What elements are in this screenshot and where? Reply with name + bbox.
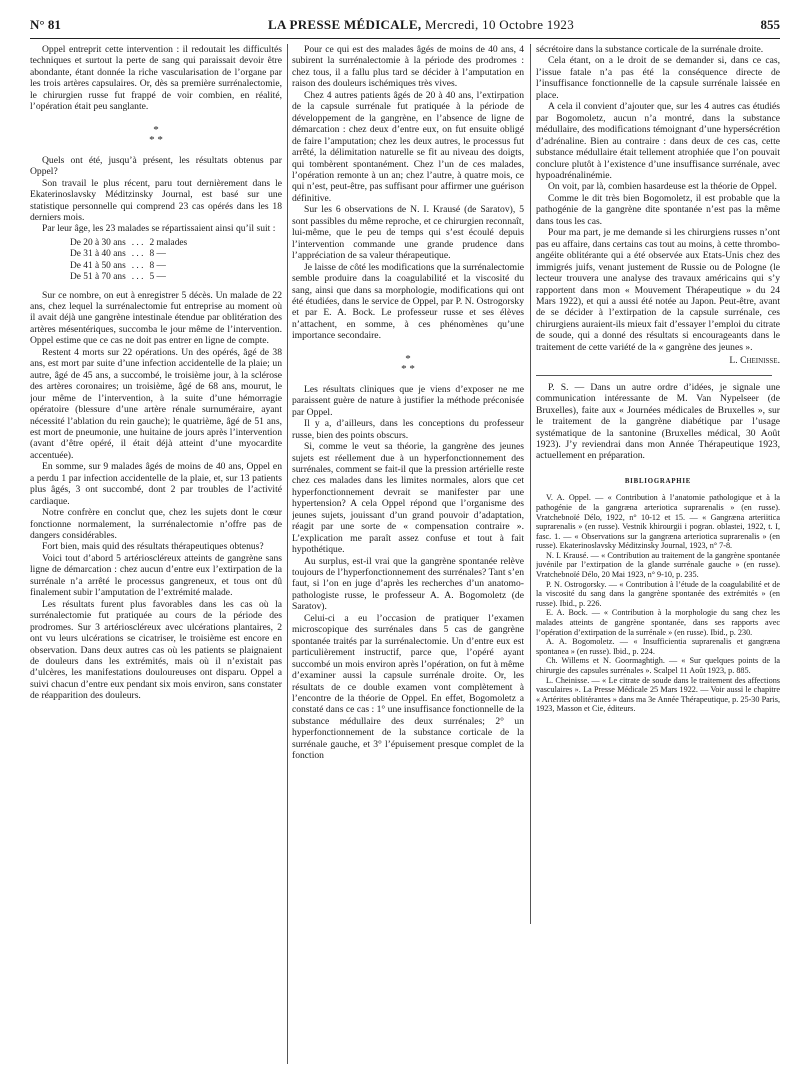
paragraph: En somme, sur 9 malades âgés de moins de 40 ans, Oppel en a perdu 1 par infection accidentelle de la plaie, et, sur 13 patients plus âgés, 3 ont succombé, dont 2 par troubles de l’activité cardiaque. [30, 461, 282, 507]
paragraph: Chez 4 autres patients âgés de 20 à 40 ans, l’extirpation de la capsule surrénale fut pratiquée à la période de développement de la gangrène, en l’absence de ligne de démarcation : chez deux d’entre eux, on fut ensuite obligé de faire l’amputation; chez les deux autres, le processus fut arrêté, la délimitation naturelle se fit au niveau des doigts, qui tombèrent spontanément. Chez l’un de ces malades, l’opération remonte à un an; chez l’autre, à quatre mois, ce qui n’est, peut-être, pas suffisant pour affirmer une guérison définitive. [292, 89, 524, 204]
bibliography [536, 493, 780, 714]
paragraph: Notre confrère en conclut que, chez les sujets dont le cœur fonctionne normalement, la surrénalectomie n’offre pas de dangers considérables. [30, 507, 282, 542]
paragraph: Son travail le plus récent, paru tout dernièrement dans le Ekaterinoslavsky Méditzinsky Journal, est basé sur une statistique personnelle qui comprend 23 cas opérés dans les 18 derniers mois. [30, 177, 282, 223]
paragraph: Les résultats cliniques que je viens d’exposer ne me paraissent guère de nature à justifier la méthode préconisée par Oppel. [292, 383, 524, 418]
header-rule [30, 38, 780, 39]
bibliography-entry: P. N. Ostrogorsky. — « Contribution à l’étude de la coagulabilité et de la viscosité du sang dans la gangrène spontanée des extrémités » (en russe). Ibid., p. 226. [536, 579, 780, 608]
page-header [30, 17, 780, 35]
paragraph: sécrétoire dans la substance corticale de la surrénale droite. [536, 44, 764, 55]
paragraph: Les résultats furent plus favorables dans les cas où la surrénalectomie fut pratiquée au cours de la période des prodromes. Sur 3 artérioscléreux avec ulcérations plantaires, 2 ont vu leurs ulcérations se cicatriser, le troisième est encore en observation. Dans deux autres cas où les patients se plaignaient de douleurs dans les extrémités, mais où il n’existait pas d’ulcères, les manifestations douloureuses ont disparu. Oppel a suivi chacun d’entre eux pendant six mois environ, sans constater de réapparition des douleurs. [30, 598, 282, 702]
table-row: De 31 à 40 ans . . . 8 — [70, 249, 166, 260]
paragraph: Sur les 6 observations de N. I. Krausé (de Saratov), 5 sont passibles du même reproche, et ce chirurgien reconnaît, lui-même, que le peu de temps qui s’est écoulé depuis l’intervention commande une grande prudence dans l’appréciation de sa valeur thérapeutique. [292, 204, 524, 262]
table-row: De 20 à 30 ans . . . 2 malades [70, 237, 188, 248]
postscript: P. S. — Dans un autre ordre d’idées, je signale une communication intéressante de M. Van Nypelseer (de Bruxelles), faite aux « Journées médicales de Bruxelles », sur le traitement de la gangrène diabétique par l’usage systématique de la santonine (Bruxelles médical, 30 Août 1923). J’y reviendrai dans mon Année Thérapeutique 1923, actuellement en préparation. [536, 381, 780, 462]
paragraph: Pour ma part, je me demande si les chirurgiens russes n’ont pas eu affaire, dans certains cas tout au moins, à cette thrombo-angéite oblitérante qui a été observée aux Etats-Unis chez des immigrés juifs, venant justement de Russie ou de Pologne (le lecteur trouvera une analyse des travaux américains qui s’y rapportent dans mon « Mouvement Thérapeutique » du 24 Mars 1922), et qui a aussi été notée au Japon. Peut-être, avant de se décider à l’extirpation de la capsule surrénale, ces chirurgiens auraient-ils mieux fait d’essayer l’emploi du citrate de soude, qui a donné des résultats si encourageants dans le traitement de cette variété de la « gangrène des jeunes ». [536, 227, 780, 353]
paragraph: Fort bien, mais quid des résultats thérapeutiques obtenus? [42, 541, 264, 553]
paragraph: On voit, par là, combien hasardeuse est la théorie de Oppel. [548, 181, 777, 193]
bibliography-entry: N. I. Krausé. — « Contribution au traitement de la gangrène spontanée juvénile par l’extirpation de la glande surrénale gauche » (en russe). Vratchebnoïé Délo, 20 Mai 1923, n° 9-10, p. 235. [536, 550, 780, 580]
bibliography-heading: BIBLIOGRAPHIE [624, 477, 692, 485]
journal-name: LA PRESSE MÉDICALE, [268, 17, 422, 32]
bibliography-entry: A. A. Bogomoletz. — « Insufficientia suprarenalis et gangræna spontanea » (en russe). Ibid., p. 224. [536, 637, 780, 656]
paragraph: Par leur âge, les 23 malades se répartissaient ainsi qu’il suit : [42, 223, 276, 235]
bibliography-entry: L. Cheinisse. — « Le citrate de soude dans le traitement des affections vasculaires ». La Presse Médicale 25 Mars 1922. — Voir aussi le chapitre « Artérites oblitérantes » dans ma 3e Année Thérapeutique, p. 25-30 Paris, 1923, Masson et Cie, éditeurs. [536, 675, 780, 714]
paragraph: Quels ont été, jusqu’à présent, les résultats obtenus par Oppel? [30, 154, 282, 178]
paragraph: Celui-ci a eu l’occasion de pratiquer l’examen microscopique des surrénales dans 5 cas de gangrène spontanée traités par la surrénalectomie. Un d’entre eux est particulièrement instructif, parce que, l’opéré ayant succombé un mois environ après l’opération, on fut à même d’examiner aussi la capsule surrénale droite. Or, les résultats de ce double examen vont complètement à l’encontre de la théorie de Oppel. En effet, Bogomoletz a constaté dans ce cas : 1° une insuffisance fonctionnelle de la substance médullaire des deux surrénales; 2° un hyperfonctionnement de la substance corticale de la surrénale gauche, et 3° l’épuisement presque complet de la fonction [292, 612, 524, 762]
paragraph: Restent 4 morts sur 22 opérations. Un des opérés, âgé de 38 ans, est mort par suite d’une infection accidentelle de la plaie; un autre, âgé de 45 ans, a succombé, le troisième jour, à la sclérose des artères coronaires; un troisième, âgé de 68 ans, mourut, le jour même de l’intervention, à la suite d’une hémorragie opératoire (blessure d’une artère rénale surnuméraire, ayant nécessité l’ablation du rein gauche); le quatrième, âgé de 51 ans, est mort de pneumonie, une huitaine de jours après l’intervention (avant d’être opéré, il était déjà atteint d’une myocardite accentuée). [30, 346, 282, 461]
table-row: De 51 à 70 ans . . . 5 — [70, 272, 166, 283]
column-divider [287, 44, 288, 1064]
issue-number: N° 81 [30, 17, 61, 32]
section-separator-stars: * * * [401, 352, 415, 375]
column-left [30, 44, 282, 1074]
paragraph: Sur ce nombre, on eut à enregistrer 5 décès. Un malade de 22 ans, chez lequel la surrénalectomie fut entreprise au moment où il avait déjà une gangrène intestinale étendue par oblitération des artères mésentériques, succomba le jour même de l’intervention. Oppel estime que ce cas ne doit pas entrer en ligne de compte. [30, 289, 282, 347]
column-middle [292, 44, 524, 1074]
paragraph: Je laisse de côté les modifications que la surrénalectomie semble produire dans la coagulabilité et la viscosité du sang, ainsi que dans sa morphologie, modifications qui ont été étudiées, dans le service de Oppel, par P. N. Ostrogorsky et par E. A. Bock. Le professeur russe et ses élèves n’attachent, en somme, à ces phénomènes qu’une importance secondaire. [292, 261, 524, 342]
bibliography-entry: Ch. Willems et N. Goormaghtigh. — « Sur quelques points de la chirurgie des capsules surrénales ». Scalpel 11 Août 1923, p. 885. [536, 656, 780, 675]
issue-date: Mercredi, 10 Octobre 1923 [425, 17, 575, 32]
column-divider [530, 44, 531, 924]
table-row: De 41 à 50 ans . . . 8 — [70, 260, 166, 271]
paragraph: Comme le dit très bien Bogomoletz, il est probable que la pathogénie de la gangrène dite spontanée n’est pas la même dans tous les cas. [536, 192, 780, 227]
bibliography-entry: E. A. Bock. — « Contribution à la morphologie du sang chez les malades atteints de gangrène spontanée, dans ses rapports avec l’opération d’extirpation de la surrénale » (en russe). Ibid., p. 230. [536, 608, 780, 637]
paragraph: A cela il convient d’ajouter que, sur les 4 autres cas étudiés par Bogomoletz, aucun n’a montré, dans la substance médullaire, des modifications témoignant d’une hypersécrétion d’adrénaline. Bien au contraire : dans deux de ces cas, cette substance médullaire était tellement atrophiée que l’on pouvait conclure plutôt à l’existence d’une insuffisance surrénale, avec hypoadrénalinémie. [536, 101, 780, 181]
section-separator-stars: * * * [149, 123, 163, 146]
paragraph: Voici tout d’abord 5 artérioscléreux atteints de gangrène sans ligne de démarcation : chez aucun d’entre eux l’extirpation de la surrénale n’a arrêté le processus gangreneux, et tous ont dû finalement subir l’amputation de l’extrémité malade. [30, 552, 282, 599]
journal-title [268, 17, 574, 33]
paragraph: Au surplus, est-il vrai que la gangrène spontanée relève toujours de l’hyperfonctionnement des surrénales? Tant s’en faut, si l’on en juge d’après les recherches d’un anatomo-pathologiste russe, le professeur A. A. Bogomoletz (de Saratov). [292, 555, 524, 613]
divider [536, 375, 772, 376]
column-right [536, 44, 780, 1074]
paragraph: Pour ce qui est des malades âgés de moins de 40 ans, 4 subirent la surrénalectomie à la période des prodromes : chez tous, il a fallu plus tard se décider à l’amputation en raison des douleurs ischémiques très vives. [292, 44, 524, 90]
paragraph: Il y a, d’ailleurs, dans les conceptions du professeur russe, bien des points obscurs. [292, 418, 524, 441]
paragraph: Oppel entreprit cette intervention : il redoutait les difficultés techniques et surtout la perte de sang qui paraissait devoir être abondante, étant donnée la riche vascularisation de l’organe par les trois artères capsulaires. Or, dès sa première surrénalectomie, le chirurgien russe fut frappé de voir combien, en réalité, l’opération était peu sanglante. [30, 44, 282, 113]
bibliography-entry: V. A. Oppel. — « Contribution à l’anatomie pathologique et à la pathogénie de la gangræna arteriotica suprarenalis » (en russe). Vratchebnoïé Délo, 1922, n° 10-12 et 15. — « Gangræna arteriitica suprarenalis » (en russe). Vestnik khirourgii i pogran. oblastei, 1922, t. I, fasc. 1. — « Observations sur la gangræna arteriotica suprarenalis » (en russe). Ekaterinoslavsky Méditzinsky Journal, 1923, n° 7-8. [536, 493, 780, 551]
paragraph: Cela étant, on a le droit de se demander si, dans ce cas, l’issue fatale n’a pas été la conséquence directe de l’insuffisance fonctionnelle de la capsule surrénale laissée en place. [536, 55, 780, 101]
paragraph: Si, comme le veut sa théorie, la gangrène des jeunes sujets est réellement due à un hyperfonctionnement des surrénales, comment se fait-il que la pression artérielle reste chez ces malades dans les limites normales, alors que cet hyperfonctionnement devrait se manifester par une hypertension? A cela Oppel répond que l’organisme des jeunes sujets, jouissant d’un grand pouvoir d’adaptation, réagit par une sorte de « compensation contraire ». L’explication me paraît assez confuse et tout à fait hypothétique. [292, 441, 524, 556]
page-number: 855 [760, 17, 780, 32]
author-signature: L. Cheinisse. [729, 355, 780, 367]
age-table [70, 238, 193, 284]
